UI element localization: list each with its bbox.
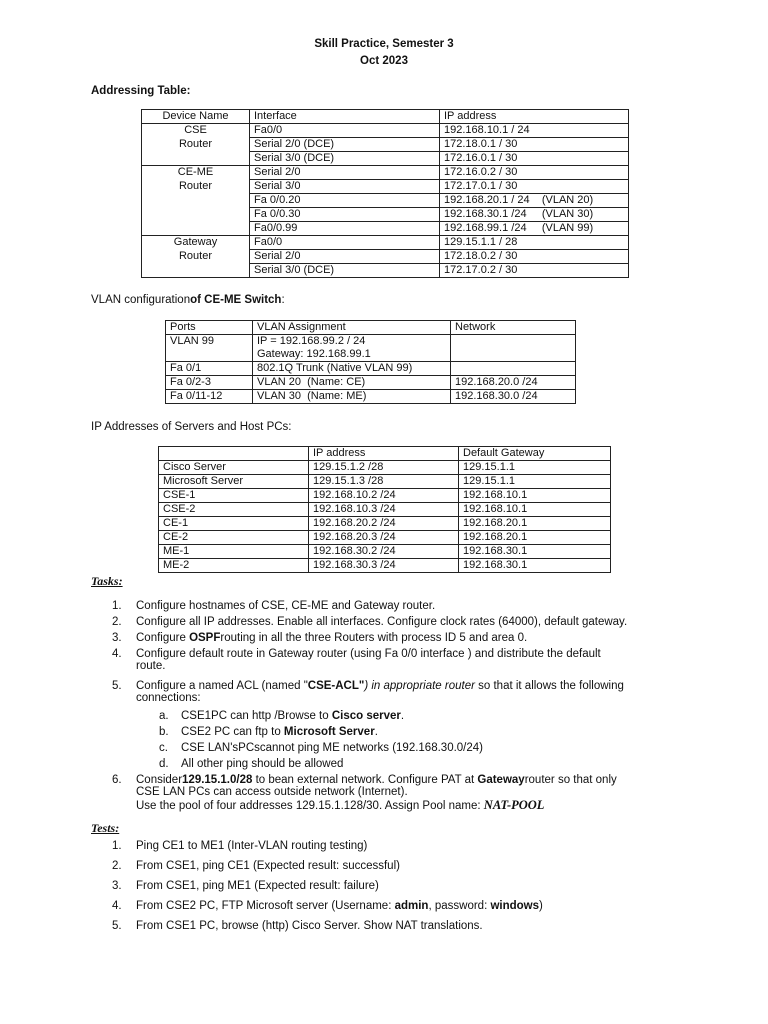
- table-header-row: [159, 447, 611, 461]
- addressing-heading: Addressing Table:: [91, 85, 191, 97]
- interface-cell: Serial 3/0 (DCE): [250, 264, 440, 278]
- task-text: .: [400, 710, 405, 722]
- list-item: 1. Ping CE1 to ME1 (Inter-VLAN routing testing): [112, 840, 368, 852]
- table-row: [142, 166, 629, 180]
- task-text: CSE LAN PCs can access outside network (Internet).: [136, 786, 408, 798]
- ip-cell: 192.168.99.1 /24 (VLAN 99): [440, 222, 629, 236]
- host-ip: 192.168.30.3 /24: [309, 559, 459, 573]
- host-name: CE-2: [159, 531, 309, 545]
- host-gateway: 192.168.30.1: [459, 559, 611, 573]
- list-item: c. CSE LAN'sPCscannot ping ME networks (192.168.30.0/24): [159, 742, 483, 754]
- host-name: ME-1: [159, 545, 309, 559]
- table-row: [159, 531, 611, 545]
- port-cell: Fa 0/11-12: [166, 390, 253, 404]
- ip-cell: 172.17.0.2 / 30: [440, 264, 629, 278]
- table-row: [166, 376, 576, 390]
- network-cell: 192.168.30.0 /24: [451, 390, 576, 404]
- tests-list: [112, 840, 696, 940]
- interface-cell: Fa0/0.99: [250, 222, 440, 236]
- task-text: routing in all the three Routers with process ID 5 and area 0.: [220, 632, 528, 644]
- table-row: [142, 152, 629, 166]
- task-text-italic: ) in appropriate router: [364, 680, 475, 692]
- list-item: b. CSE2 PC can ftp to Microsoft Server.: [159, 726, 378, 738]
- column-header: Interface: [250, 110, 440, 124]
- task-text: Use the pool of four addresses 129.15.1.128/30. Assign Pool name:: [136, 800, 484, 812]
- table-row: [142, 124, 629, 138]
- network-cell: 192.168.20.0 /24: [451, 376, 576, 390]
- test-text: From CSE2 PC, FTP Microsoft server (Username:: [136, 900, 395, 912]
- addressing-table: [141, 109, 629, 278]
- port-cell: Fa 0/2-3: [166, 376, 253, 390]
- task-text: Configure default route in Gateway router (using Fa 0/0 interface ) and distribute the default: [136, 648, 601, 660]
- task-text: route.: [136, 660, 166, 672]
- table-row: [142, 236, 629, 250]
- host-gateway: 129.15.1.1: [459, 475, 611, 489]
- list-item: a. CSE1PC can http /Browse to Cisco server.: [159, 710, 405, 722]
- interface-cell: Serial 3/0 (DCE): [250, 152, 440, 166]
- host-ip: 192.168.20.3 /24: [309, 531, 459, 545]
- host-name: Microsoft Server: [159, 475, 309, 489]
- tests-heading: Tests:: [91, 821, 120, 835]
- task-text-bold: OSPF: [189, 632, 221, 644]
- ip-cell: 192.168.20.1 / 24 (VLAN 20): [440, 194, 629, 208]
- ip-cell: 172.16.0.2 / 30: [440, 166, 629, 180]
- task-text: All other ping should be allowed: [181, 758, 344, 770]
- host-ip: 129.15.1.2 /28: [309, 461, 459, 475]
- host-name: Cisco Server: [159, 461, 309, 475]
- host-name: ME-2: [159, 559, 309, 573]
- list-item: 3. Configure OSPFrouting in all the three Routers with process ID 5 and area 0.: [112, 632, 528, 644]
- device-name: Gateway: [142, 236, 250, 250]
- test-text: ): [539, 900, 543, 912]
- table-row: [142, 250, 629, 264]
- list-item: 6. Consider129.15.1.0/28 to bean external network. Configure PAT at Gatewayrouter so that only CSE LAN PCs can access outside network (Internet). Use the pool of four addresses 129.15.1.128/30. Assign Pool name: NAT-POOL: [136, 774, 696, 822]
- document-title: Skill Practice, Semester 3: [314, 38, 454, 50]
- assignment-cell: VLAN 30 (Name: ME): [253, 390, 451, 404]
- network-cell: [451, 362, 576, 376]
- network-cell: [451, 335, 576, 362]
- table-row: [159, 545, 611, 559]
- list-item: 2. Configure all IP addresses. Enable all interfaces. Configure clock rates (64000), default gateway.: [112, 616, 628, 628]
- port-cell: Fa 0/1: [166, 362, 253, 376]
- tasks-heading: Tasks:: [91, 574, 123, 588]
- task-text-bold: Cisco server: [331, 710, 401, 722]
- table-row: [166, 335, 576, 362]
- task-text: Consider: [136, 774, 183, 786]
- table-row: [166, 362, 576, 376]
- document-date: Oct 2023: [360, 55, 408, 67]
- task-text: to bean external network. Configure PAT at: [252, 774, 478, 786]
- ip-cell: 192.168.30.1 /24 (VLAN 30): [440, 208, 629, 222]
- host-ip: 192.168.10.2 /24: [309, 489, 459, 503]
- test-text: From CSE1, ping ME1 (Expected result: failure): [136, 880, 379, 892]
- column-header: [159, 447, 309, 461]
- hosts-table: [158, 446, 611, 573]
- ip-cell: 172.18.0.1 / 30: [440, 138, 629, 152]
- interface-cell: Fa0/0: [250, 236, 440, 250]
- host-gateway: 192.168.30.1: [459, 545, 611, 559]
- task-text: Configure a named ACL (named ": [136, 680, 308, 692]
- vlan-heading: [91, 294, 285, 306]
- hosts-heading: IP Addresses of Servers and Host PCs:: [91, 421, 292, 433]
- task-text: CSE LAN'sPCscannot ping ME networks (192.168.30.0/24): [181, 742, 483, 754]
- task-text: CSE2 PC can ftp to: [181, 726, 284, 738]
- table-header-row: [142, 110, 629, 124]
- task-text: router so that only: [524, 774, 617, 786]
- ip-cell: 172.18.0.2 / 30: [440, 250, 629, 264]
- assignment-cell: VLAN 20 (Name: CE): [253, 376, 451, 390]
- device-name: Router: [142, 250, 250, 264]
- task-text-bold: Microsoft Server: [283, 726, 375, 738]
- device-name: CSE: [142, 124, 250, 138]
- host-name: CE-1: [159, 517, 309, 531]
- list-item: 5. From CSE1 PC, browse (http) Cisco Server. Show NAT translations.: [112, 920, 483, 932]
- test-text: , password:: [428, 900, 491, 912]
- host-ip: 192.168.30.2 /24: [309, 545, 459, 559]
- assignment-line: IP = 192.168.99.2 / 24: [257, 335, 366, 347]
- ip-cell: 192.168.10.1 / 24: [440, 124, 629, 138]
- column-header: Ports: [166, 321, 253, 335]
- test-text: From CSE1 PC, browse (http) Cisco Server. Show NAT translations.: [136, 920, 483, 932]
- column-header: Default Gateway: [459, 447, 611, 461]
- table-header-row: [166, 321, 576, 335]
- tasks-list: [112, 600, 696, 822]
- host-gateway: 192.168.10.1: [459, 489, 611, 503]
- ip-cell: 172.17.0.1 / 30: [440, 180, 629, 194]
- vlan-heading-bold: of CE-ME Switch: [190, 294, 282, 306]
- table-row: [159, 489, 611, 503]
- task-text: so that it allows the following: [474, 680, 624, 692]
- device-name: Router: [142, 180, 250, 194]
- interface-cell: Fa0/0: [250, 124, 440, 138]
- table-row: [142, 194, 629, 208]
- interface-cell: Serial 2/0 (DCE): [250, 138, 440, 152]
- host-gateway: 192.168.10.1: [459, 503, 611, 517]
- host-name: CSE-2: [159, 503, 309, 517]
- table-row: [142, 180, 629, 194]
- test-text: From CSE1, ping CE1 (Expected result: successful): [136, 860, 400, 872]
- test-text: Ping CE1 to ME1 (Inter-VLAN routing testing): [136, 840, 368, 852]
- task-text: .: [374, 726, 378, 738]
- task-text-bold: CSE-ACL": [307, 680, 365, 692]
- interface-cell: Fa 0/0.20: [250, 194, 440, 208]
- assignment-cell: 802.1Q Trunk (Native VLAN 99): [253, 362, 451, 376]
- device-name: CE-ME: [142, 166, 250, 180]
- assignment-cell: [253, 335, 451, 362]
- task-text: Configure all IP addresses. Enable all interfaces. Configure clock rates (64000), default gateway.: [136, 616, 628, 628]
- list-item: 4. From CSE2 PC, FTP Microsoft server (Username: admin, password: windows): [112, 900, 543, 912]
- host-gateway: 192.168.20.1: [459, 517, 611, 531]
- list-item: 1. Configure hostnames of CSE, CE-ME and Gateway router.: [112, 600, 436, 612]
- host-ip: 192.168.20.2 /24: [309, 517, 459, 531]
- interface-cell: Serial 2/0: [250, 250, 440, 264]
- table-row: [142, 222, 629, 236]
- vlan-heading-text: VLAN configuration: [91, 294, 191, 306]
- host-gateway: 192.168.20.1: [459, 531, 611, 545]
- interface-cell: Fa 0/0.30: [250, 208, 440, 222]
- list-item: 5. Configure a named ACL (named "CSE-ACL") in appropriate router so that it allows the following connections:: [136, 680, 696, 710]
- task-text: CSE1PC can http /Browse to: [181, 710, 332, 722]
- list-item: d. All other ping should be allowed: [159, 758, 344, 770]
- column-header: IP address: [309, 447, 459, 461]
- list-item: 3. From CSE1, ping ME1 (Expected result: failure): [112, 880, 379, 892]
- task-text-bold: Gateway: [477, 774, 525, 786]
- task-text: Configure hostnames of CSE, CE-ME and Gateway router.: [136, 600, 436, 612]
- test-text-bold: admin: [394, 900, 429, 912]
- column-header: Network: [451, 321, 576, 335]
- host-ip: 129.15.1.3 /28: [309, 475, 459, 489]
- pool-name: NAT-POOL: [483, 798, 545, 812]
- ip-cell: 172.16.0.1 / 30: [440, 152, 629, 166]
- table-row: [159, 517, 611, 531]
- list-item: 4. Configure default route in Gateway router (using Fa 0/0 interface ) and distribute the default route.: [136, 648, 696, 680]
- assignment-line: Gateway: 192.168.99.1: [257, 348, 371, 360]
- device-name: Router: [142, 138, 250, 152]
- table-row: [159, 503, 611, 517]
- ip-cell: 129.15.1.1 / 28: [440, 236, 629, 250]
- table-row: [166, 390, 576, 404]
- port-cell: VLAN 99: [166, 335, 253, 362]
- task-text: connections:: [136, 692, 201, 704]
- vlan-table: [165, 320, 576, 404]
- host-ip: 192.168.10.3 /24: [309, 503, 459, 517]
- column-header: IP address: [440, 110, 629, 124]
- table-row: [142, 138, 629, 152]
- table-row: [142, 264, 629, 278]
- host-gateway: 129.15.1.1: [459, 461, 611, 475]
- task-text-bold: 129.15.1.0/28: [182, 774, 253, 786]
- interface-cell: Serial 3/0: [250, 180, 440, 194]
- column-header: VLAN Assignment: [253, 321, 451, 335]
- list-item: 2. From CSE1, ping CE1 (Expected result: successful): [112, 860, 400, 872]
- table-row: [159, 475, 611, 489]
- interface-cell: Serial 2/0: [250, 166, 440, 180]
- vlan-heading-colon: :: [281, 294, 285, 306]
- task-text: Configure: [136, 632, 190, 644]
- table-row: [159, 559, 611, 573]
- table-row: [159, 461, 611, 475]
- table-row: [142, 208, 629, 222]
- column-header: Device Name: [142, 110, 250, 124]
- host-name: CSE-1: [159, 489, 309, 503]
- test-text-bold: windows: [490, 900, 540, 912]
